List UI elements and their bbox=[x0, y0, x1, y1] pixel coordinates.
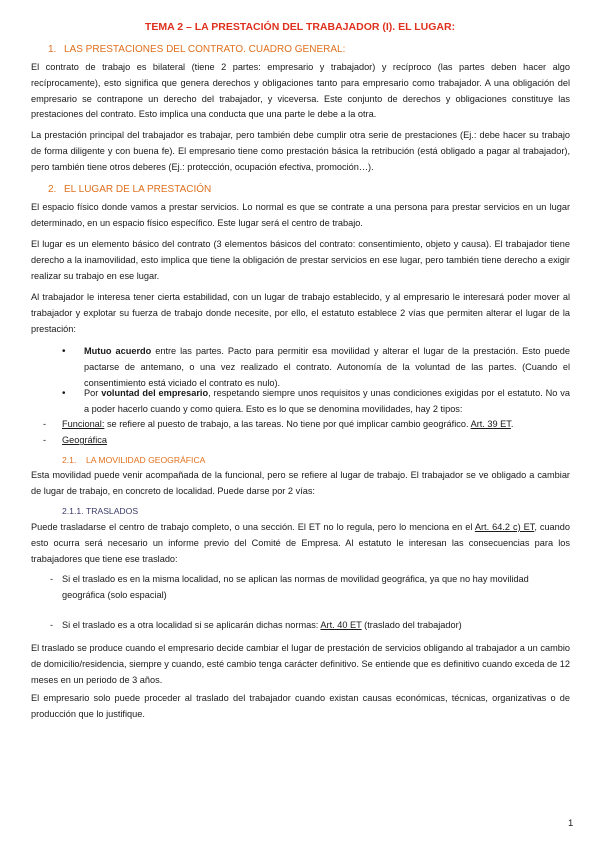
dash-text: . bbox=[510, 419, 514, 429]
bullet-dot: • bbox=[62, 388, 66, 399]
section-2-number: 2. bbox=[48, 184, 57, 195]
document-title: TEMA 2 – LA PRESTACIÓN DEL TRABAJADOR (I). EL LUGAR: bbox=[144, 21, 456, 33]
paragraph: La prestación principal del trabajador es trabajar, pero también debe cumplir otra serie de prestaciones (Ej.: debe hacer su trabajo de forma diligente y con buena fe). El empresario tiene como prestación básica la retribución (está obligado a pagar al trabajador), pero también tiene otros deberes (Ej.: protección, ocupación efectiva, promoción…). bbox=[31, 130, 570, 172]
dash-item-funcional bbox=[62, 417, 570, 433]
dash-text: se refiere al puesto de trabajo, a las tareas. No tiene por qué implicar cambio geográfico. bbox=[104, 419, 471, 429]
bullet-bold-term: voluntad del empresario bbox=[101, 388, 209, 398]
dash-item-otra-localidad bbox=[62, 618, 570, 634]
dash-label: Geográfica bbox=[62, 435, 107, 445]
section-2-1-1-number: 2.1.1. bbox=[62, 506, 84, 516]
section-2-1-number: 2.1. bbox=[62, 455, 77, 465]
dash-text: Si el traslado es a otra localidad si se aplicarán dichas normas: bbox=[62, 620, 321, 630]
section-1-heading bbox=[48, 44, 345, 55]
paragraph-text: , cuando esto ocurra será necesario un informe previo del Comité de Empresa. Al estatuto le interesan las consecuencias para los trabajadores que tiene ese traslado: bbox=[31, 522, 570, 564]
paragraph: El lugar es un elemento básico del contrato (3 elementos básicos del contrato: consentimiento, objeto y causa). El trabajador tiene derecho a la inamovilidad, esto implica que tiene la obligación de prestar servicios en ese lugar, pero también tiene derecho a exigir realizar su trabajo en ese lugar. bbox=[31, 239, 570, 281]
dash-item-misma-localidad: Si el traslado es en la misma localidad, no se aplican las normas de movilidad geográfica, ya que no hay movilidad geográfica (solo espacial) bbox=[62, 574, 529, 600]
page-number: 1 bbox=[568, 818, 574, 829]
bullet-bold-term: Mutuo acuerdo bbox=[84, 346, 152, 356]
bullet-text: , respetando siempre unos requisitos y unas condiciones exigidas por el estatuto. No va a poder hacerlo cuando y como quiera. Esto es lo que se denomina movilidades, hay 2 tipos: bbox=[84, 388, 570, 414]
paragraph: Al trabajador le interesa tener cierta estabilidad, con un lugar de trabajo establecido, y al empresario le interesará poder mover al trabajador y explotar su fuerza de trabajo donde necesite, por ello, el estatuto establece 2 vías que permiten alterar el lugar de la prestación: bbox=[31, 292, 570, 334]
section-1-heading-text: LAS PRESTACIONES DEL CONTRATO. CUADRO GENERAL: bbox=[64, 44, 346, 55]
bullet-dot: • bbox=[62, 346, 66, 357]
section-2-1-heading-text: LA MOVILIDAD GEOGRÁFICA bbox=[86, 455, 206, 465]
paragraph bbox=[31, 520, 570, 567]
section-2-1-1-heading-text: TRASLADOS bbox=[86, 506, 139, 516]
dash-marker: - bbox=[43, 419, 47, 429]
paragraph: Esta movilidad puede venir acompañada de la funcional, pero se refiere al lugar de trabajo. El trabajador se ve obligado a cambiar de lugar de trabajo, en concreto de localidad. Puede darse por 2 vías: bbox=[31, 470, 570, 496]
section-2-1-1-heading bbox=[62, 506, 138, 516]
paragraph: El empresario solo puede proceder al traslado del trabajador cuando existan causas económicas, técnicas, organizativas o de producción que lo justifique. bbox=[31, 693, 570, 719]
bullet-text: entre las partes. Pacto para permitir esa movilidad y alterar el lugar de la prestación. Esto puede pactarse de antemano, o una vez realizado el contrato. Autonomía de la voluntad de las partes. (Cuando el consentimiento está viciado el contrato es nulo). bbox=[84, 346, 571, 388]
section-2-1-heading bbox=[62, 455, 205, 465]
bullet-item-mutuo-acuerdo bbox=[84, 344, 570, 391]
paragraph: El espacio físico donde vamos a prestar servicios. Lo normal es que se contrate a una persona para prestar servicios en un lugar determinado, en un espacio físico específico. Este lugar será el centro de trabajo. bbox=[31, 202, 570, 228]
law-reference: Art. 64.2 c) ET bbox=[474, 522, 535, 532]
dash-item-geografica bbox=[62, 433, 570, 449]
bullet-item-voluntad-empresario bbox=[84, 386, 570, 418]
dash-marker: - bbox=[43, 435, 47, 445]
section-2-heading bbox=[48, 184, 211, 195]
section-2-heading-text: EL LUGAR DE LA PRESTACIÓN bbox=[64, 184, 212, 195]
section-1-number: 1. bbox=[48, 44, 57, 55]
law-reference: Art. 40 ET bbox=[320, 620, 362, 630]
paragraph-text: Puede trasladarse el centro de trabajo completo, o una sección. El ET no lo regula, pero lo menciona en el bbox=[31, 522, 475, 532]
law-reference: Art. 39 ET bbox=[470, 419, 511, 429]
paragraph: El traslado se produce cuando el empresario decide cambiar el lugar de prestación de servicios obligando al trabajador a un cambio de domicilio/residencia, siempre y cuando, esté cambio tenga carácter definitivo. Se entiende que es definitivo cuando exceda de 12 meses en un periodo de 3 años. bbox=[31, 643, 570, 685]
paragraph: El contrato de trabajo es bilateral (tiene 2 partes: empresario y trabajador) y recíproco (las partes deben hacer algo recíprocamente), esto significa que genera derechos y obligaciones tanto para empresario como trabajador. A una obligación del empresario se contrapone un derecho del trabajador, y viceversa. Este conjunto de derechos y obligaciones constituye las prestaciones del contrato. Esto implica una conducta que una parte le debe a la otra. bbox=[31, 62, 570, 120]
bullet-text: Por bbox=[84, 388, 102, 398]
dash-text: (traslado del trabajador) bbox=[361, 620, 462, 630]
dash-marker: - bbox=[50, 574, 54, 584]
dash-marker: - bbox=[50, 620, 54, 630]
dash-label: Funcional: bbox=[62, 419, 105, 429]
